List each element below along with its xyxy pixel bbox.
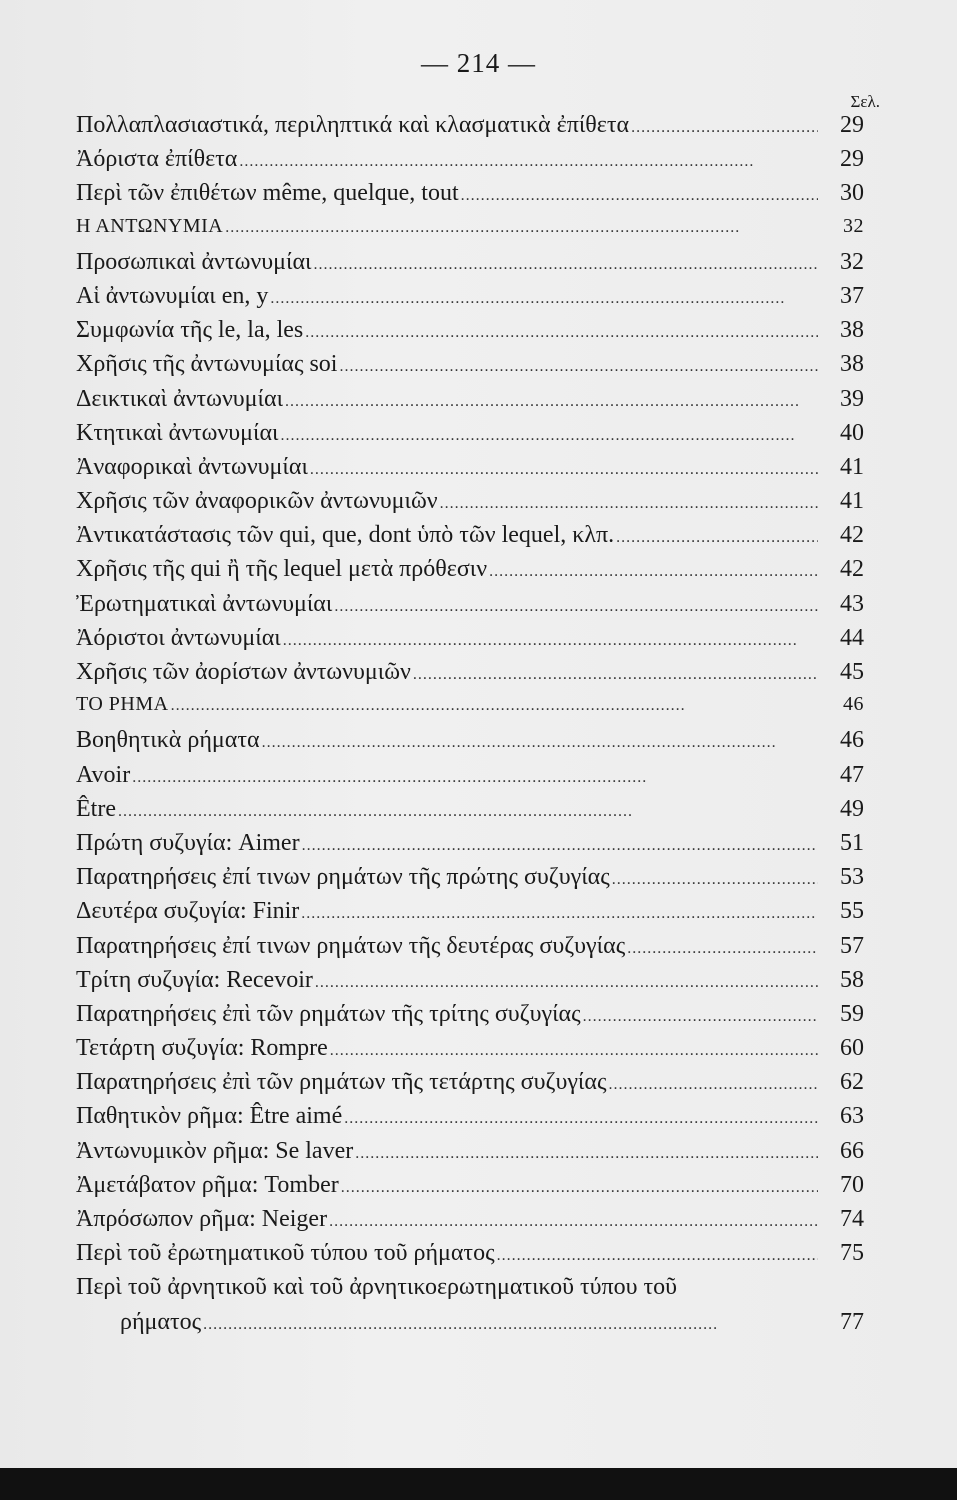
toc-entry-title: Παρατηρήσεις ἐπὶ τῶν ρημάτων τῆς τρίτης συζυγίας bbox=[76, 1000, 581, 1027]
toc-entry-last-line1 bbox=[76, 1274, 864, 1308]
toc-entry bbox=[76, 727, 864, 761]
toc-entry-page: 46 bbox=[843, 693, 864, 716]
dot-leader bbox=[310, 454, 818, 481]
toc-entry-page: 44 bbox=[840, 624, 864, 651]
toc-entry-page: 60 bbox=[840, 1035, 864, 1062]
toc-entry-title: Ἀόριστα ἐπίθετα bbox=[76, 146, 238, 173]
toc-entry-title: Παρατηρήσεις ἐπὶ τῶν ρημάτων τῆς τετάρτης συζυγίας bbox=[76, 1069, 607, 1096]
dot-leader bbox=[132, 762, 818, 789]
toc-entry-title: Ἀμετάβατον ρῆμα: Tomber bbox=[76, 1171, 339, 1198]
toc-entry bbox=[76, 556, 864, 590]
toc-entry bbox=[76, 898, 864, 932]
toc-entry-page: 53 bbox=[840, 864, 864, 891]
toc-entry bbox=[76, 283, 864, 317]
toc-entry-page: 37 bbox=[840, 282, 864, 309]
toc-entry-title: Ἀντωνυμικὸν ρῆμα: Se laver bbox=[76, 1137, 354, 1164]
toc-entry bbox=[76, 1138, 864, 1172]
toc-entry-page: 41 bbox=[840, 488, 864, 515]
toc-entry-title: Être bbox=[76, 795, 116, 822]
toc-entry-page: 38 bbox=[840, 351, 864, 378]
toc-entry bbox=[76, 351, 864, 385]
toc-entry-page: 42 bbox=[840, 522, 864, 549]
toc-entry-title: Παρατηρήσεις ἐπί τινων ρημάτων τῆς πρώτης συζυγίας bbox=[76, 864, 610, 891]
toc-entry-page: 62 bbox=[840, 1069, 864, 1096]
toc-entry-title: Ἀπρόσωπον ρῆμα: Neiger bbox=[76, 1206, 328, 1232]
dot-leader bbox=[118, 796, 818, 823]
toc-entry bbox=[76, 180, 864, 214]
toc-entry bbox=[76, 933, 864, 967]
toc-entry-title: ΤΟ ΡΗΜΑ bbox=[76, 693, 169, 716]
toc-entry bbox=[76, 1001, 864, 1035]
dot-leader bbox=[489, 556, 818, 583]
toc-entry-page: 38 bbox=[840, 317, 864, 344]
toc-entry-title: Πολλαπλασιαστικά, περιληπτικά καὶ κλασματικὰ ἐπίθετα bbox=[76, 112, 630, 138]
toc-entry-title: Παρατηρήσεις ἐπί τινων ρημάτων τῆς δευτέρας συζυγίας bbox=[76, 932, 626, 959]
toc-entry-page: 29 bbox=[840, 146, 864, 173]
toc-entry-page: 29 bbox=[840, 112, 864, 138]
dot-leader bbox=[440, 488, 818, 515]
toc-entry-title: Χρῆσις τῶν ἀορίστων ἀντωνυμιῶν bbox=[76, 659, 411, 685]
toc-entry-title: Πρώτη συζυγία: Aimer bbox=[76, 829, 300, 856]
toc-entry-title: ρήματος bbox=[120, 1308, 202, 1335]
toc-entry-page: 58 bbox=[840, 966, 864, 993]
toc-entry-title: Δεικτικαὶ ἀντωνυμίαι bbox=[76, 385, 284, 412]
toc-entry bbox=[76, 215, 864, 249]
page-number: — 214 — bbox=[421, 48, 536, 78]
dot-leader bbox=[612, 864, 818, 891]
toc-entry-title: Τετάρτη συζυγία: Rompre bbox=[76, 1035, 328, 1062]
toc-entry bbox=[76, 488, 864, 522]
toc-entry bbox=[76, 1206, 864, 1240]
toc-entry-title: Ἀόριστοι ἀντωνυμίαι bbox=[76, 624, 281, 651]
dot-leader bbox=[355, 1138, 818, 1165]
toc-entry-page: 55 bbox=[840, 898, 864, 925]
dot-leader bbox=[627, 933, 818, 960]
toc-entry-page: 49 bbox=[840, 795, 864, 822]
toc-entry-page: 51 bbox=[840, 829, 864, 856]
dot-leader bbox=[305, 317, 818, 344]
dot-leader bbox=[344, 1103, 818, 1130]
dot-leader bbox=[225, 215, 818, 238]
table-of-contents bbox=[76, 112, 864, 1343]
toc-entry-page: 39 bbox=[840, 385, 864, 412]
toc-entry-last-line2 bbox=[76, 1309, 864, 1343]
toc-entry-title: Παθητικὸν ρῆμα: Être aimé bbox=[76, 1103, 343, 1130]
toc-entry-title: Χρῆσις τῶν ἀναφορικῶν ἀντωνυμιῶν bbox=[76, 488, 438, 515]
toc-entry-title: Χρῆσις τῆς qui ἢ τῆς lequel μετὰ πρόθεσιν bbox=[76, 556, 488, 583]
toc-entry bbox=[76, 1035, 864, 1069]
dot-leader bbox=[330, 1035, 818, 1062]
page-column-header: Σελ. bbox=[850, 92, 880, 111]
toc-entry bbox=[76, 386, 864, 420]
toc-entry bbox=[76, 522, 864, 556]
toc-entry bbox=[76, 317, 864, 351]
toc-entry bbox=[76, 454, 864, 488]
toc-entry-title: Συμφωνία τῆς le, la, les bbox=[76, 317, 304, 344]
toc-entry-title: Περὶ τοῦ ἀρνητικοῦ καὶ τοῦ ἀρνητικοερωτηματικοῦ τύπου τοῦ bbox=[76, 1274, 678, 1301]
dot-leader bbox=[631, 112, 818, 139]
toc-entry-page: 70 bbox=[840, 1171, 864, 1198]
toc-entry bbox=[76, 693, 864, 727]
dot-leader bbox=[270, 283, 818, 310]
toc-entry-title: Τρίτη συζυγία: Recevoir bbox=[76, 966, 313, 993]
toc-entry-page: 46 bbox=[840, 727, 864, 754]
dot-leader bbox=[239, 146, 818, 173]
toc-entry bbox=[76, 112, 864, 146]
toc-entry bbox=[76, 830, 864, 864]
toc-entry-page: 41 bbox=[840, 453, 864, 480]
toc-entry bbox=[76, 1240, 864, 1274]
dot-leader bbox=[616, 522, 818, 549]
toc-entry bbox=[76, 1069, 864, 1103]
dot-leader bbox=[281, 420, 819, 447]
dot-leader bbox=[339, 351, 818, 378]
toc-entry-title: Περὶ τοῦ ἐρωτηματικοῦ τύπου τοῦ ρήματος bbox=[76, 1240, 495, 1267]
dot-leader bbox=[608, 1069, 818, 1096]
dot-leader bbox=[315, 967, 818, 994]
toc-entry-page: 43 bbox=[840, 590, 864, 617]
toc-entry bbox=[76, 762, 864, 796]
dot-leader bbox=[171, 693, 818, 716]
toc-entry-page: 32 bbox=[840, 248, 864, 275]
toc-entry bbox=[76, 420, 864, 454]
dot-leader bbox=[413, 659, 818, 686]
toc-entry-page: 66 bbox=[840, 1137, 864, 1164]
toc-entry bbox=[76, 659, 864, 693]
toc-entry bbox=[76, 796, 864, 830]
toc-entry-page: 42 bbox=[840, 556, 864, 583]
toc-entry-page: 75 bbox=[840, 1240, 864, 1267]
toc-entry-title: Κτητικαὶ ἀντωνυμίαι bbox=[76, 419, 279, 446]
toc-entry-title: Ἀντικατάστασις τῶν qui, que, dont ὑπὸ τῶν lequel, κλπ. bbox=[76, 522, 615, 549]
toc-entry-page: 32 bbox=[843, 214, 864, 237]
toc-entry bbox=[76, 591, 864, 625]
dot-leader bbox=[497, 1240, 818, 1267]
toc-entry-page: 47 bbox=[840, 761, 864, 788]
toc-entry-title: Ἀναφορικαὶ ἀντωνυμίαι bbox=[76, 453, 308, 480]
toc-entry bbox=[76, 249, 864, 283]
toc-entry-page: 59 bbox=[840, 1000, 864, 1027]
toc-entry-title: Avoir bbox=[76, 761, 131, 788]
toc-entry-page: 57 bbox=[840, 932, 864, 959]
dot-leader bbox=[583, 1001, 818, 1028]
toc-entry-title: Δευτέρα συζυγία: Finir bbox=[76, 898, 300, 925]
toc-entry-page: 63 bbox=[840, 1103, 864, 1130]
scan-bottom-edge bbox=[0, 1468, 957, 1500]
toc-entry bbox=[76, 625, 864, 659]
toc-entry-page: 77 bbox=[840, 1308, 864, 1335]
toc-entry-title: Η ΑΝΤΩΝΥΜΙΑ bbox=[76, 214, 224, 237]
dot-leader bbox=[334, 591, 818, 618]
dot-leader bbox=[262, 727, 818, 754]
dot-leader bbox=[285, 386, 818, 413]
toc-entry-title: Χρῆσις τῆς ἀντωνυμίας soi bbox=[76, 351, 338, 378]
toc-entry bbox=[76, 864, 864, 898]
toc-entry-title: Προσωπικαὶ ἀντωνυμίαι bbox=[76, 248, 312, 275]
toc-entry-title: Βοηθητικὰ ρήματα bbox=[76, 727, 260, 754]
dot-leader bbox=[314, 249, 819, 276]
toc-entry-title: Αἱ ἀντωνυμίαι en, y bbox=[76, 282, 269, 309]
toc-entry bbox=[76, 1103, 864, 1137]
toc-entry-page: 40 bbox=[840, 419, 864, 446]
dot-leader bbox=[203, 1309, 818, 1336]
toc-entry-page: 30 bbox=[840, 180, 864, 207]
toc-entry bbox=[76, 146, 864, 180]
toc-entry bbox=[76, 967, 864, 1001]
dot-leader bbox=[283, 625, 818, 652]
dot-leader bbox=[329, 1206, 818, 1233]
dot-leader bbox=[341, 1172, 818, 1199]
toc-entry-title: Ἐρωτηματικαὶ ἀντωνυμίαι bbox=[76, 590, 333, 617]
dot-leader bbox=[302, 830, 818, 857]
toc-entry-page: 45 bbox=[840, 659, 864, 685]
toc-entry bbox=[76, 1172, 864, 1206]
dot-leader bbox=[461, 180, 818, 207]
toc-entry-title: Περὶ τῶν ἐπιθέτων même, quelque, tout bbox=[76, 180, 459, 207]
dot-leader bbox=[301, 898, 818, 925]
toc-entry-page: 74 bbox=[840, 1206, 864, 1232]
